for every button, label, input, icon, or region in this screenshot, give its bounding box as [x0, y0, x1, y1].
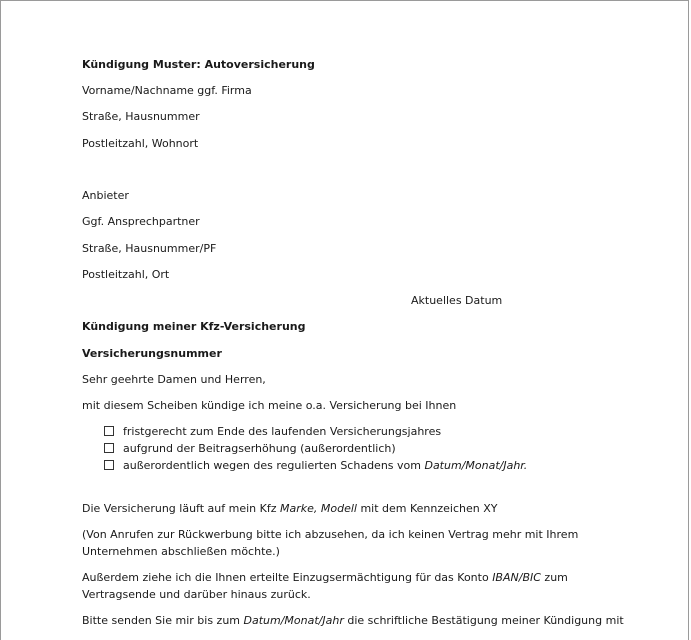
vehicle-paragraph	[82, 501, 497, 517]
mandate-suffix: zum	[540, 571, 568, 584]
letter-date: Aktuelles Datum	[411, 294, 503, 307]
option-date-placeholder: Datum/Monat/Jahr.	[424, 459, 528, 472]
checkbox-icon[interactable]	[104, 443, 114, 453]
vehicle-suffix: mit dem Kennzeichen XY	[356, 502, 498, 515]
recipient-provider: Anbieter	[82, 189, 129, 202]
confirm-suffix: die schriftliche Bestätigung meiner Kündigung mit	[343, 614, 624, 627]
letter-subject: Kündigung meiner Kfz-Versicherung	[82, 320, 306, 333]
sender-street: Straße, Hausnummer	[82, 110, 200, 123]
mandate-paragraph	[82, 570, 568, 586]
recipient-city: Postleitzahl, Ort	[82, 268, 170, 281]
recipient-contact: Ggf. Ansprechpartner	[82, 215, 200, 228]
option-label: fristgerecht zum Ende des laufenden Versicherungsjahres	[123, 425, 442, 438]
vehicle-model-placeholder: Marke, Modell	[279, 502, 357, 515]
option-label: außerordentlich wegen des regulierten Schadens vom	[123, 459, 425, 472]
confirm-date-placeholder: Datum/Monat/Jahr	[243, 614, 344, 627]
policy-number-label: Versicherungsnummer	[82, 347, 222, 360]
checkbox-icon[interactable]	[104, 426, 114, 436]
recipient-street: Straße, Hausnummer/PF	[82, 242, 217, 255]
option-row	[104, 458, 527, 474]
checkbox-icon[interactable]	[104, 460, 114, 470]
intro-text: mit diesem Scheiben kündige ich meine o.a. Versicherung bei Ihnen	[82, 399, 457, 412]
no-calls-line2: Unternehmen abschließen möchte.)	[82, 545, 280, 558]
option-label: aufgrund der Beitragserhöhung (außerordentlich)	[123, 442, 396, 455]
iban-placeholder: IBAN/BIC	[492, 571, 541, 584]
vehicle-prefix: Die Versicherung läuft auf mein Kfz	[82, 502, 280, 515]
confirm-prefix: Bitte senden Sie mir bis zum	[82, 614, 244, 627]
sender-name: Vorname/Nachname ggf. Firma	[82, 84, 252, 97]
option-row	[104, 424, 441, 440]
option-row	[104, 441, 396, 457]
mandate-prefix: Außerdem ziehe ich die Ihnen erteilte Einzugsermächtigung für das Konto	[82, 571, 493, 584]
no-calls-line1: (Von Anrufen zur Rückwerbung bitte ich abzusehen, da ich keinen Vertrag mehr mit Ihrem	[82, 528, 579, 541]
salutation: Sehr geehrte Damen und Herren,	[82, 373, 266, 386]
mandate-line2: Vertragsende und darüber hinaus zurück.	[82, 588, 311, 601]
document-title: Kündigung Muster: Autoversicherung	[82, 58, 315, 71]
confirm-paragraph	[82, 613, 624, 629]
sender-city: Postleitzahl, Wohnort	[82, 137, 199, 150]
